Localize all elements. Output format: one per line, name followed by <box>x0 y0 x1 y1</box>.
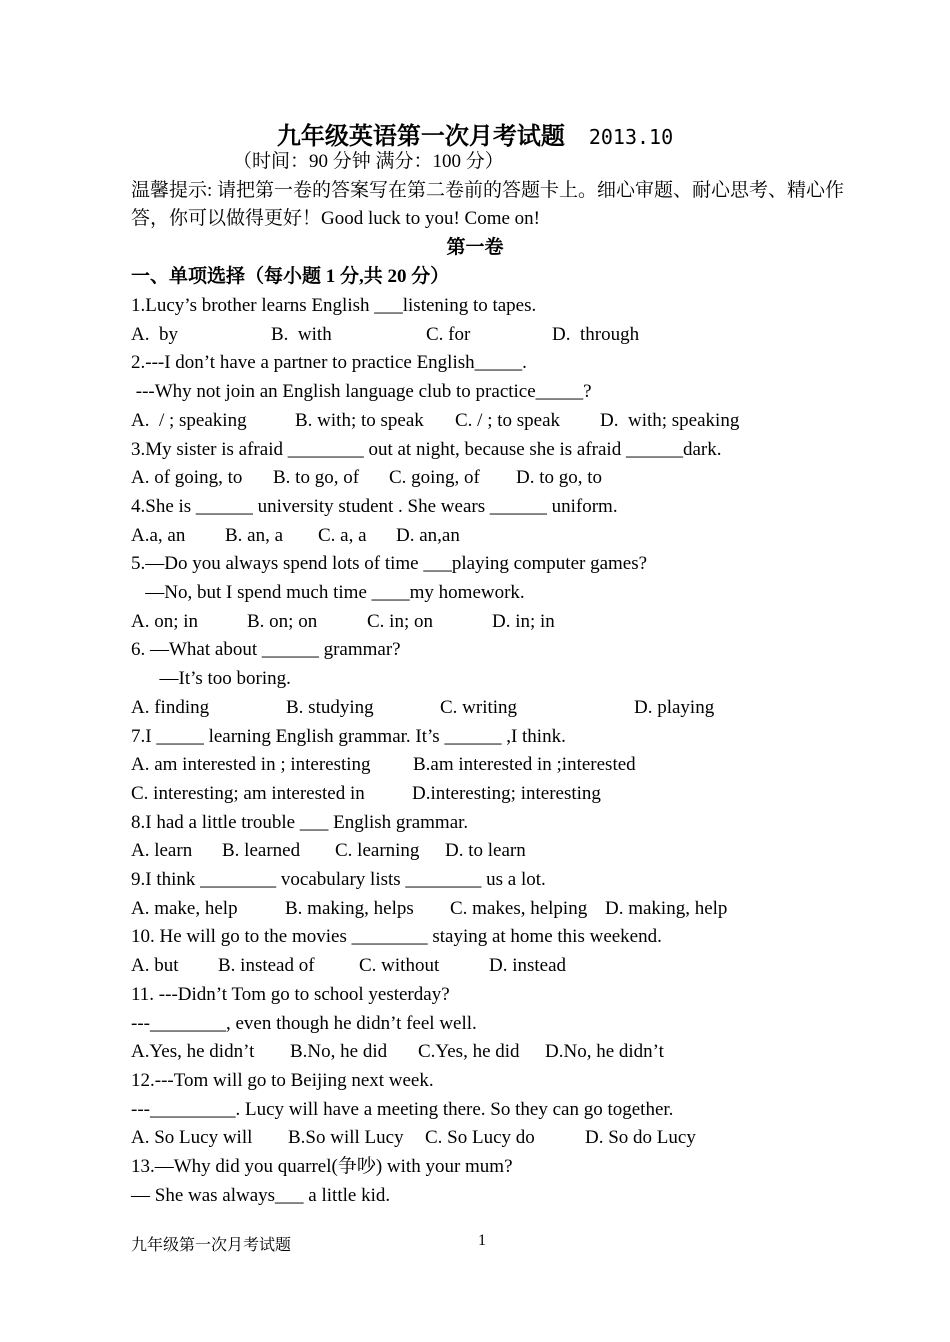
answer-option: A. am interested in ; interesting <box>131 754 371 776</box>
answer-option: B.So will Lucy <box>288 1127 404 1149</box>
answer-option: A. finding <box>131 696 210 718</box>
answer-option: A. on; in <box>131 610 199 632</box>
answer-option: A.Yes, he didn’t <box>131 1041 255 1063</box>
question-line: ---Why not join an English language club to practice_____? <box>131 381 592 403</box>
question-line: 10. He will go to the movies ________ staying at home this weekend. <box>131 926 662 948</box>
answer-option: A. of going, to <box>131 467 243 489</box>
exam-date: 2013.10 <box>588 125 674 149</box>
answer-option: A. make, help <box>131 897 238 919</box>
answer-option: A.a, an <box>131 524 186 546</box>
options-line <box>131 1040 831 1064</box>
answer-option: B. making, helps <box>285 897 414 919</box>
answer-option: A. by <box>131 323 178 345</box>
answer-option: A. / ; speaking <box>131 409 247 431</box>
options-line <box>131 524 831 548</box>
title-text: 九年级英语第一次月考试题 <box>276 124 565 150</box>
options-line <box>131 1126 831 1150</box>
answer-option: B. with; to speak <box>295 409 424 431</box>
question-line: 1.Lucy’s brother learns English ___listening to tapes. <box>131 295 537 316</box>
answer-option: C. interesting; am interested in <box>131 782 365 804</box>
answer-option: D. to learn <box>445 840 526 862</box>
answer-option: D. So do Lucy <box>585 1127 696 1149</box>
question-line: 3.My sister is afraid ________ out at night, because she is afraid ______dark. <box>131 438 722 460</box>
section-title: 一、单项选择（每小题 1 分,共 20 分） <box>131 266 450 287</box>
answer-option: C. in; on <box>367 610 433 632</box>
answer-option: A. So Lucy will <box>131 1127 253 1149</box>
question-line: 11. ---Didn’t Tom go to school yesterday? <box>131 983 450 1005</box>
answer-option: D. through <box>552 323 640 345</box>
answer-option: D. to go, to <box>516 467 603 489</box>
question-line: ---_________. Lucy will have a meeting there. So they can go together. <box>131 1098 674 1120</box>
question-line: 8.I had a little trouble ___ English grammar. <box>131 811 469 833</box>
answer-option: C. writing <box>440 696 518 718</box>
question-line: 13.—Why did you quarrel(争吵) with your mum? <box>131 1156 513 1177</box>
answer-option: D. in; in <box>492 610 555 632</box>
options-line <box>131 409 831 433</box>
options-line <box>131 897 831 921</box>
tip-line-1: 温馨提示: 请把第一卷的答案写在第二卷前的答题卡上。细心审题、耐心思考、精心作 <box>131 180 845 201</box>
answer-option: C.Yes, he did <box>418 1041 520 1063</box>
question-line: —No, but I spend much time ____my homework. <box>131 582 525 603</box>
options-line <box>131 753 831 777</box>
options-line <box>131 466 831 490</box>
question-line: 4.She is ______ university student . She wears ______ uniform. <box>131 495 618 517</box>
question-line: 2.---I don’t have a partner to practice English_____. <box>131 352 527 374</box>
answer-option: B.No, he did <box>290 1041 388 1063</box>
question-line: —It’s too boring. <box>131 668 291 690</box>
answer-option: D. playing <box>634 696 715 718</box>
question-line: 6. —What about ______ grammar? <box>131 639 401 661</box>
answer-option: D. instead <box>489 955 567 977</box>
answer-option: C. learning <box>335 840 420 862</box>
page-number: 1 <box>478 1232 486 1249</box>
answer-option: B. instead of <box>218 955 315 977</box>
answer-option: C. going, of <box>389 467 480 489</box>
options-line <box>131 696 831 720</box>
answer-option: C. So Lucy do <box>425 1127 535 1149</box>
answer-option: D. with; speaking <box>600 409 740 431</box>
options-line <box>131 782 831 806</box>
answer-option: D. an,an <box>396 524 460 546</box>
answer-option: D.No, he didn’t <box>545 1041 664 1063</box>
exam-title <box>0 116 950 151</box>
answer-option: C. for <box>426 323 471 345</box>
question-line: 5.—Do you always spend lots of time ___playing computer games? <box>131 553 648 575</box>
answer-option: A. but <box>131 955 179 977</box>
answer-option: B. to go, of <box>273 467 360 489</box>
question-line: — She was always___ a little kid. <box>131 1184 391 1206</box>
answer-option: B. an, a <box>225 524 284 546</box>
footer-label: 九年级第一次月考试题 <box>131 1237 292 1254</box>
answer-option: B. learned <box>222 840 301 862</box>
answer-option: C. without <box>359 955 440 977</box>
answer-option: B.am interested in ;interested <box>413 754 636 776</box>
answer-option: C. / ; to speak <box>455 409 561 431</box>
answer-option: B. on; on <box>247 610 318 632</box>
answer-option: D. making, help <box>605 897 728 919</box>
question-line: 12.---Tom will go to Beijing next week. <box>131 1069 434 1091</box>
part-title: 第一卷 <box>446 237 504 258</box>
question-line: 7.I _____ learning English grammar. It’s ______ ,I think. <box>131 725 566 747</box>
options-line <box>131 610 831 634</box>
options-line <box>131 323 831 347</box>
answer-option: C. makes, helping <box>450 897 588 919</box>
answer-option: A. learn <box>131 840 193 862</box>
exam-subtitle: （时间：90 分钟 满分：100 分） <box>233 151 504 172</box>
answer-option: D.interesting; interesting <box>412 782 601 804</box>
tip-line-2: 答，你可以做得更好！Good luck to you! Come on! <box>131 208 541 229</box>
answer-option: B. with <box>271 323 332 345</box>
question-line: 9.I think ________ vocabulary lists ________ us a lot. <box>131 869 546 890</box>
options-line <box>131 839 831 863</box>
answer-option: B. studying <box>286 696 374 718</box>
answer-option: C. a, a <box>318 524 367 546</box>
options-line <box>131 954 831 978</box>
question-line: ---________, even though he didn’t feel well. <box>131 1012 477 1034</box>
